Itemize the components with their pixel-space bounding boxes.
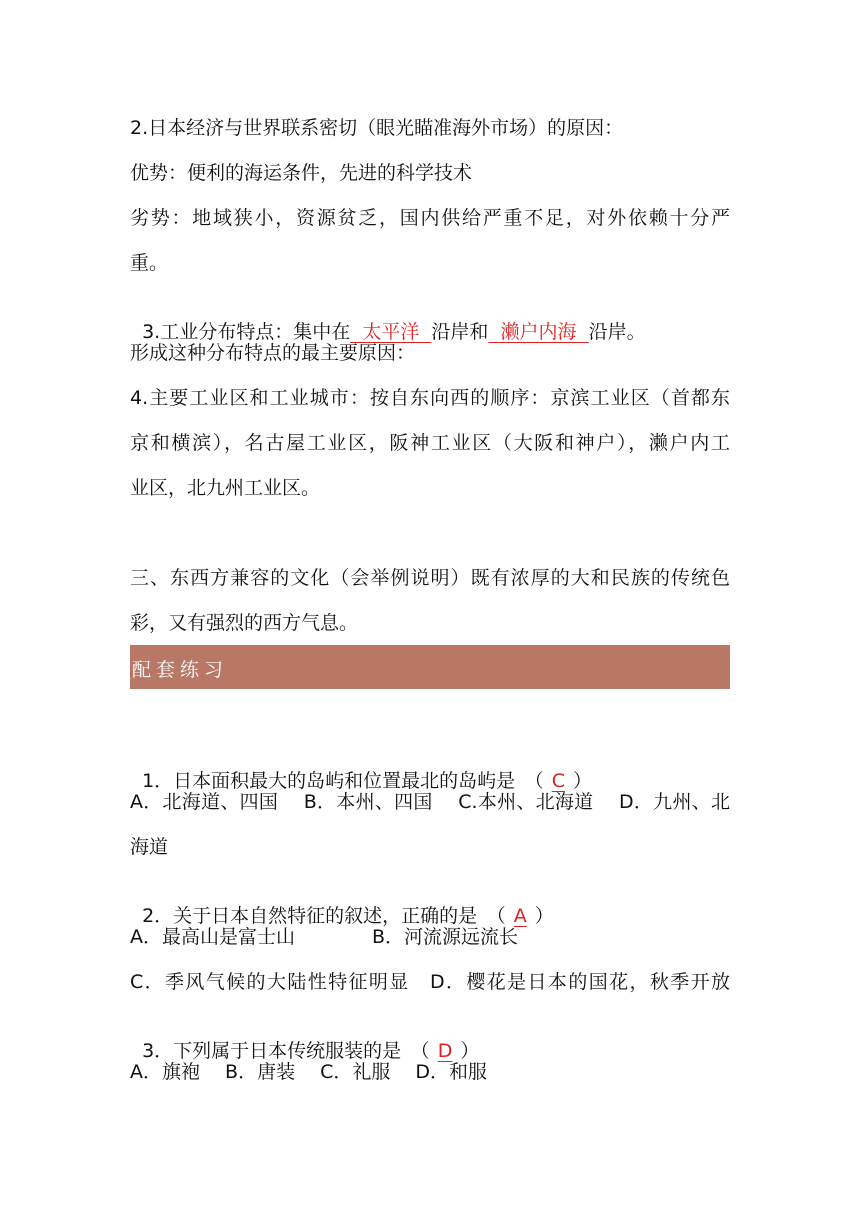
section-3-reason: 形成这种分布特点的最主要原因： — [130, 342, 416, 364]
question-2-options-ab — [130, 925, 730, 949]
question-2-option-a: A．最高山是富士山 — [130, 926, 295, 948]
culture-line2: 彩，又有强烈的西方气息。 — [130, 612, 359, 634]
section-2-disadvantage-line2: 重。 — [130, 252, 169, 274]
section-2-disadvantage-line1: 劣势：地域狭小，资源贫乏，国内供给严重不足，对外依赖十分严 — [130, 207, 730, 229]
section-2-advantage: 优势：便利的海运条件，先进的科学技术 — [130, 162, 473, 184]
section-3-prefix: 3.工业分布特点：集中在 — [142, 321, 351, 343]
question-1-stem: 1．日本面积最大的岛屿和位置最北的岛屿是 （ — [142, 770, 544, 792]
blank-answer-seto: 濑户内海 — [488, 321, 589, 343]
section-4-line1: 4.主要工业区和工业城市：按自东向西的顺序：京滨工业区（首都东 — [130, 387, 730, 409]
question-3-answer: D — [437, 1040, 453, 1062]
section-3-middle: 沿岸和 — [431, 321, 489, 343]
culture-line1: 三、东西方兼容的文化（会举例说明）既有浓厚的大和民族的传统色 — [130, 567, 730, 589]
question-2-option-b: B．河流源远流长 — [372, 926, 519, 948]
section-4-line3: 业区，北九州工业区。 — [130, 477, 321, 499]
question-2-close: ） — [534, 905, 554, 927]
practice-header-band — [130, 645, 730, 689]
section-3-suffix: 沿岸。 — [588, 321, 646, 343]
question-2 — [130, 880, 730, 928]
question-1-options-line2: 海道 — [130, 836, 169, 858]
question-3-options: A．旗袍 B．唐装 C．礼服 D．和服 — [130, 1061, 488, 1083]
question-1 — [130, 745, 730, 793]
section-2-title: 2.日本经济与世界联系密切（眼光瞄准海外市场）的原因： — [130, 117, 624, 139]
blank-answer-pacific: 太平洋 — [350, 321, 432, 343]
question-3-close: ） — [460, 1040, 480, 1062]
question-2-stem: 2．关于日本自然特征的叙述，正确的是 （ — [142, 905, 506, 927]
question-3-stem: 3．下列属于日本传统服装的是 （ — [142, 1040, 430, 1062]
question-2-answer: A — [513, 905, 527, 927]
question-1-options-line1: A．北海道、四国 B．本州、四国 C.本州、北海道 D．九州、北 — [130, 791, 730, 813]
question-3 — [130, 1015, 730, 1063]
question-1-answer: C — [551, 770, 565, 792]
section-3-distribution — [130, 296, 730, 344]
question-2-options-cd: C．季风气候的大陆性特征明显 D．樱花是日本的国花，秋季开放 — [130, 971, 730, 993]
practice-title: 配套练习 — [132, 659, 229, 681]
question-1-close: ） — [572, 770, 592, 792]
section-4-line2: 京和横滨），名古屋工业区，阪神工业区（大阪和神户），濑户内工 — [130, 432, 730, 454]
